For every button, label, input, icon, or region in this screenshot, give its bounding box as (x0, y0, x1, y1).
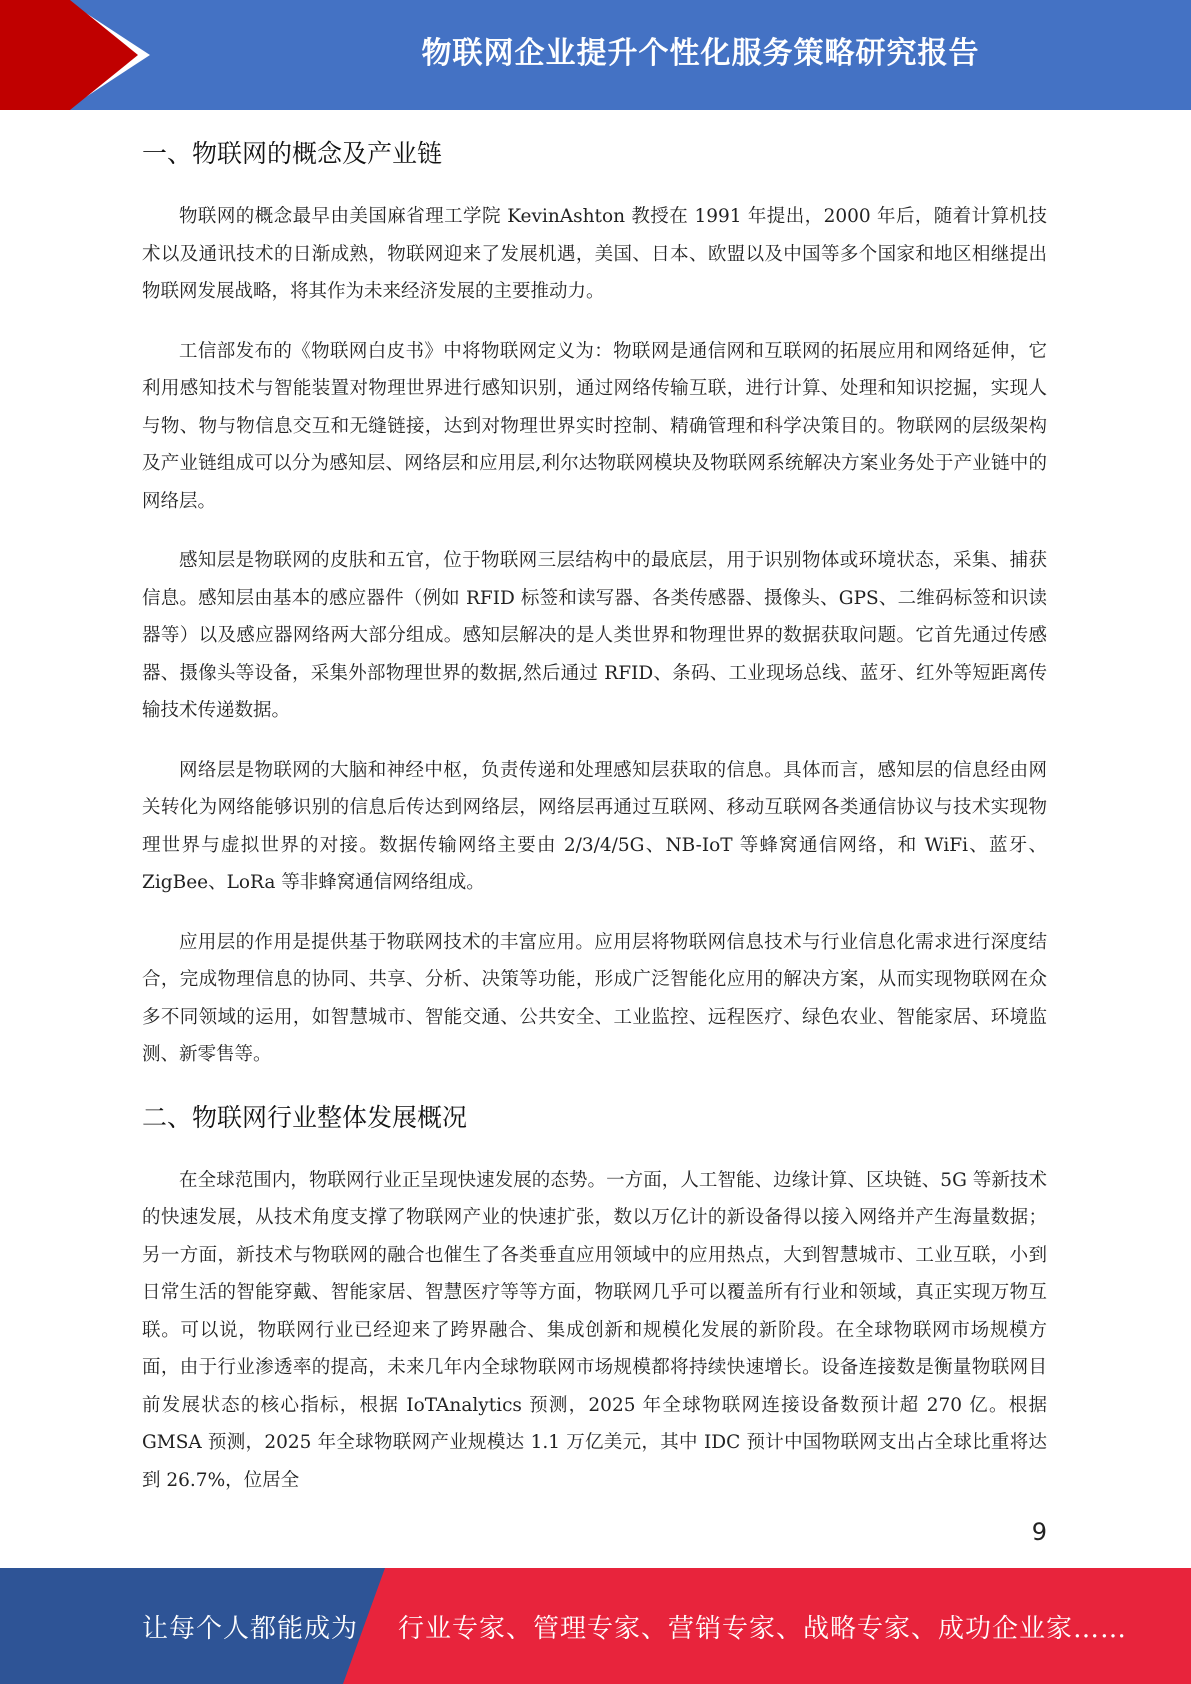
paragraph: 工信部发布的《物联网白皮书》中将物联网定义为：物联网是通信网和互联网的拓展应用和网络延伸，它利用感知技术与智能装置对物理世界进行感知识别，通过网络传输互联，进行计算、处理和知识挖掘，实现人与物、物与物信息交互和无缝链接，达到对物理世界实时控制、精确管理和科学决策目的。物联网的层级架构及产业链组成可以分为感知层、网络层和应用层,利尔达物联网模块及物联网系统解决方案业务处于产业链中的网络层。 (142, 340, 1047, 512)
footer-banner (0, 1568, 1191, 1684)
header-red-block (0, 0, 70, 110)
paragraph: 应用层的作用是提供基于物联网技术的丰富应用。应用层将物联网信息技术与行业信息化需求进行深度结合，完成物理信息的协同、共享、分析、决策等功能，形成广泛智能化应用的解决方案，从而实现物联网在众多不同领域的运用，如智慧城市、智能交通、公共安全、工业监控、远程医疗、绿色农业、智能家居、环境监测、新零售等。 (142, 931, 1047, 1065)
footer-slogan-left: 让每个人都能成为 (142, 1614, 359, 1644)
paragraph: 感知层是物联网的皮肤和五官，位于物联网三层结构中的最底层，用于识别物体或环境状态，采集、捕获信息。感知层由基本的感应器件（例如 RFID 标签和读写器、各类传感器、摄像头、GPS、二维码标签和识读器等）以及感应器网络两大部分组成。感知层解决的是人类世界和物理世界的数据获取问题。它首先通过传感器、摄像头等设备，采集外部物理世界的数据,然后通过 RFID、条码、工业现场总线、蓝牙、红外等短距离传输技术传递数据。 (142, 550, 1047, 721)
header-red-arrow (70, 0, 138, 110)
paragraph: 网络层是物联网的大脑和神经中枢，负责传递和处理感知层获取的信息。具体而言，感知层的信息经由网关转化为网络能够识别的信息后传达到网络层，网络层再通过互联网、移动互联网各类通信协议与技术实现物理世界与虚拟世界的对接。数据传输网络主要由 2/3/4/5G、NB-IoT 等蜂窝通信网络，和 WiFi、蓝牙、ZigBee、LoRa 等非蜂窝通信网络组成。 (142, 759, 1047, 893)
document-body (142, 126, 1047, 1521)
section-heading: 二、物联网行业整体发展概况 (142, 1102, 468, 1132)
header-banner (0, 0, 1191, 110)
paragraph: 在全球范围内，物联网行业正呈现快速发展的态势。一方面，人工智能、边缘计算、区块链、5G 等新技术的快速发展，从技术角度支撑了物联网产业的快速扩张，数以万亿计的新设备得以接入网络并产生海量数据；另一方面，新技术与物联网的融合也催生了各类垂直应用领域中的应用热点，大到智慧城市、工业互联，小到日常生活的智能穿戴、智能家居、智慧医疗等等方面，物联网几乎可以覆盖所有行业和领域，真正实现万物互联。可以说，物联网行业已经迎来了跨界融合、集成创新和规模化发展的新阶段。在全球物联网市场规模方面，由于行业渗透率的提高，未来几年内全球物联网市场规模都将持续快速增长。设备连接数是衡量物联网目前发展状态的核心指标，根据 IoTAnalytics 预测，2025 年全球物联网连接设备数预计超 270 亿。根据 GMSA 预测，2025 年全球物联网产业规模达 1.1 万亿美元，其中 IDC 预计中国物联网支出占全球比重将达到 26.7%，位居全 (142, 1169, 1047, 1491)
footer-slogan-right: 行业专家、管理专家、营销专家、战略专家、成功企业家…… (398, 1614, 1128, 1644)
report-title: 物联网企业提升个性化服务策略研究报告 (421, 36, 980, 71)
section-heading: 一、物联网的概念及产业链 (142, 139, 443, 168)
page-number: 9 (1031, 1518, 1047, 1546)
paragraph: 物联网的概念最早由美国麻省理工学院 KevinAshton 教授在 1991 年提出，2000 年后，随着计算机技术以及通讯技术的日渐成熟，物联网迎来了发展机遇，美国、日本、欧盟以及中国等多个国家和地区相继提出物联网发展战略，将其作为未来经济发展的主要推动力。 (142, 206, 1047, 302)
